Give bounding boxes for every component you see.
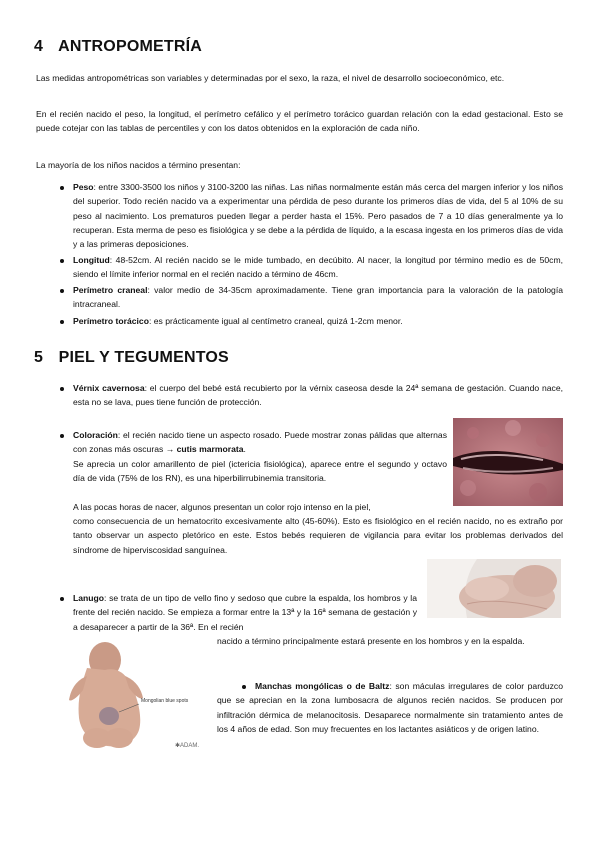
photo-credit: ✱ADAM.	[175, 743, 200, 749]
section-number: 4	[34, 38, 44, 55]
term: Perímetro torácico	[73, 316, 149, 326]
item-text: : son máculas irregulares de color parduzco que se aprecian en la zona lumbosacra de algunos recién nacidos. Se producen por infiltración dérmica de melanocitosis. Desaparece normalmente sin tratamiento antes de los 4 años de edad. Son muy frecuentes en los lactantes asiáticos y de origen latino.	[217, 681, 563, 734]
coloracion-ictericia: Se aprecia un color amarillento de piel (ictericia fisiológica), aparece entre el segundo y octavo día de vida (75% de los RN), es una hiperbilirrubinemia transitoria.	[73, 459, 447, 484]
section-number: 5	[34, 349, 44, 366]
lanugo-photo-image	[427, 559, 561, 618]
term-cutis-marmorata: cutis marmorata	[176, 444, 244, 455]
term: Manchas mongólicas o de Baltz	[255, 681, 390, 691]
paragraph: La mayoría de los niños nacidos a término presentan:	[36, 160, 241, 170]
term: Peso	[73, 182, 94, 192]
section-4-heading	[34, 38, 202, 56]
photo-caption: Mongolian blue spots	[141, 698, 189, 704]
bullet	[60, 387, 64, 391]
bullet	[60, 186, 64, 190]
lips-photo	[453, 418, 563, 506]
term: Longitud	[73, 255, 110, 265]
item-text: : 48-52cm. Al recién nacido se le mide tumbado, en decúbito. Al nacer, la longitud por término medio es de 50cm, siendo el límite inferior normal en el recién nacido a término de 46cm.	[73, 255, 563, 280]
bullet	[60, 320, 64, 324]
item-text: .	[243, 444, 246, 455]
list-item-manchas-mongolicas	[217, 679, 563, 736]
bullet	[60, 597, 64, 601]
item-text: : valor medio de 34-35cm aproximadamente. Tiene gran importancia para la valoración de la patología intracraneal.	[73, 285, 563, 310]
item-text: : se trata de un tipo de vello fino y sedoso que cubre la espalda, los hombros y la frente del recién nacido. Se empieza a formar entre la 13ª y la 16ª semana de gestación y a desaparecer a partir de la 36ª. En el recién	[73, 593, 417, 632]
term: Lanugo	[73, 593, 105, 603]
list-item-lanugo	[73, 591, 417, 634]
term: Coloración	[73, 430, 118, 440]
item-text: : es prácticamente igual al centímetro craneal, quizá 1-2cm menor.	[148, 316, 403, 326]
mongolian-spots-image	[57, 638, 209, 752]
section-title: PIEL Y TEGUMENTOS	[58, 349, 229, 366]
list-item-coloracion	[73, 428, 447, 457]
list-item-peso	[73, 180, 563, 251]
lanugo-continuation: nacido a término principalmente estará presente en los hombros y en la espalda.	[217, 636, 525, 646]
section-5-heading	[34, 349, 229, 367]
coloracion-rojo-intenso: A las pocas horas de nacer, algunos presentan un color rojo intenso en la piel,	[73, 502, 371, 512]
bullet	[60, 434, 64, 438]
item-text: : entre 3300-3500 los niños y 3100-3200 las niñas. Las niñas normalmente están más cerca del margen inferior y los niños del superior. Todo recién nacido va a experimentar una pérdida de peso durante los primeros días de vida, del 5 al 10% de su peso al nacimiento. Los prematuros pueden llegar a perder hasta el 15%. Pero pasados de 7 a 10 días generalmente ya lo recuperan. Esta merma de peso es fisiológica y se debe a la pérdida de líquido, a la escasa ingesta en los primeros días de vida y a las primeras deposiciones.	[73, 182, 563, 250]
section-title: ANTROPOMETRÍA	[58, 38, 202, 55]
list-item-perimetro-toracico	[73, 314, 563, 328]
bullet	[60, 259, 64, 263]
paragraph: Las medidas antropométricas son variables y determinadas por el sexo, la raza, el nivel de desarrollo socioeconómico, etc.	[36, 73, 505, 83]
list-item-perimetro-craneal	[73, 283, 563, 312]
mongolian-spots-photo	[57, 638, 209, 752]
paragraph: En el recién nacido el peso, la longitud, el perímetro cefálico y el perímetro torácico guardan relación con la edad gestacional. Esto se puede cotejar con las tablas de percentiles y con los datos obtenidos en la exploración de cada niño.	[36, 109, 563, 134]
term: Perímetro craneal	[73, 285, 148, 295]
lips-photo-image	[453, 418, 563, 506]
coloracion-hematocrito: como consecuencia de un hematocrito excesivamente alto (45-60%). Esto es fisiológico en el recién nacido, no es extraño por tanto observar un aspecto pletórico en este. Estos bebés requieren de vigilancia para evitar los problemas derivados del síndrome de hiperviscosidad sanguínea.	[73, 516, 563, 555]
lanugo-photo	[427, 559, 561, 618]
term: Vérnix cavernosa	[73, 383, 145, 393]
item-text: : el recién nacido tiene un aspecto rosado. Puede mostrar zonas pálidas que alternas con zonas más oscuras →	[73, 430, 447, 455]
item-text: : el cuerpo del bebé está recubierto por la vérnix caseosa desde la 24ª semana de gestación. Cuando nace, esta no se lava, pues tiene función de protección.	[73, 383, 563, 408]
bullet	[60, 289, 64, 293]
list-item-longitud	[73, 253, 563, 282]
list-item-vernix	[73, 381, 563, 410]
